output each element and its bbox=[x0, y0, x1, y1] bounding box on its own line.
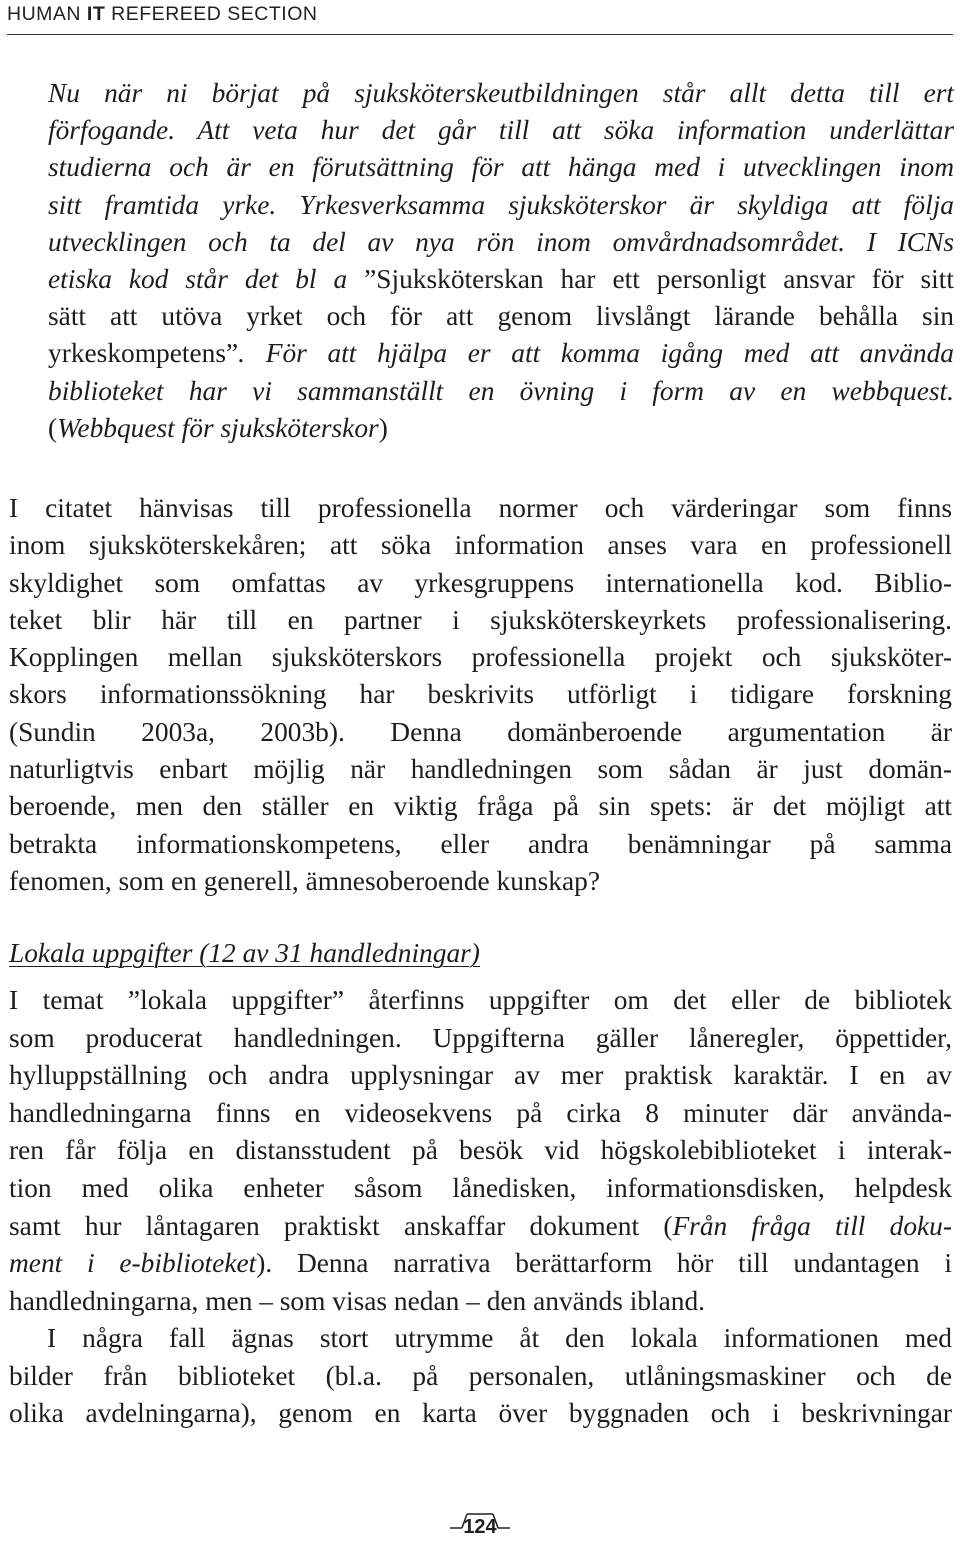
quote-line: utvecklingen och ta del av nya rön inom omvårdnadsområdet. I ICNs bbox=[48, 226, 954, 257]
body-line: bilder från biblioteket (bl.a. på personalen, utlåningsmaskiner och de bbox=[9, 1360, 952, 1391]
body-line: ment i e-biblioteket). Denna narrativa berättarform hör till undantagen i bbox=[9, 1248, 952, 1279]
quote-line: yrkeskompetens”. För att hjälpa er att komma igång med att använda bbox=[48, 338, 954, 369]
body-line: beroende, men den ställer en viktig fråga på sin spets: är det möjligt att bbox=[9, 791, 952, 822]
body-line: skors informationssökning har beskrivits utförligt i tidigare forskning bbox=[9, 679, 952, 710]
quote-line: biblioteket har vi sammanställt en övning i form av en webbquest. bbox=[48, 375, 954, 406]
quote-line: etiska kod står det bl a ”Sjuksköterskan har ett personligt ansvar för sitt bbox=[48, 264, 954, 295]
block-quote bbox=[48, 75, 954, 447]
quote-line: studierna och är en förutsättning för att hänga med i utvecklingen inom bbox=[48, 152, 954, 183]
body-line: inom sjuksköterskekåren; att söka information anses vara en professionell bbox=[9, 530, 952, 561]
body-line: I några fall ägnas stort utrymme åt den lokala informationen med bbox=[47, 1323, 952, 1353]
body-line: betrakta informationskompetens, eller andra benämningar på samma bbox=[9, 828, 952, 859]
body-line: som producerat handledningen. Uppgifterna gäller låneregler, öppettider, bbox=[9, 1022, 952, 1053]
quote-line: (Webbquest för sjuksköterskor) bbox=[48, 412, 388, 443]
body-line: handledningarna finns en videosekvens på cirka 8 minuter där använda- bbox=[9, 1097, 952, 1128]
body-line: hylluppställning och andra upplysningar av mer praktisk karaktär. I en av bbox=[9, 1060, 952, 1091]
body-line: samt hur låntagaren praktiskt anskaffar dokument (Från fråga till doku- bbox=[9, 1210, 952, 1241]
page-footer bbox=[450, 1508, 510, 1548]
body-line: handledningarna, men – som visas nedan – den används ibland. bbox=[9, 1285, 706, 1316]
quote-line: sätt att utöva yrket och för att genom livslångt lärande behålla sin bbox=[48, 301, 954, 332]
page-number: 124 bbox=[463, 1516, 497, 1538]
body-line: skyldighet som omfattas av yrkesgruppens internationella kod. Biblio- bbox=[9, 567, 952, 598]
quote-line: Nu när ni börjat på sjuksköterskeutbildningen står allt detta till ert bbox=[48, 78, 954, 108]
body-line: I temat ”lokala uppgifter” återfinns uppgifter om det eller de bibliotek bbox=[9, 985, 952, 1015]
body-paragraph-3 bbox=[9, 1320, 952, 1433]
quote-line: sitt framtida yrke. Yrkesverksamma sjuksköterskor är skyldiga att följa bbox=[48, 189, 954, 220]
header-text-right: REFEREED SECTION bbox=[105, 3, 318, 25]
body-line: teket blir här till en partner i sjuksköterskeyrkets professionalisering. bbox=[9, 604, 952, 635]
body-line: ren får följa en distansstudent på besök vid högskolebiblioteket i interak- bbox=[9, 1135, 952, 1166]
body-line: (Sundin 2003a, 2003b). Denna domänberoende argumentation är bbox=[9, 716, 952, 747]
body-line: fenomen, som en generell, ämnesoberoende kunskap? bbox=[9, 865, 600, 896]
running-header bbox=[7, 0, 953, 35]
header-text-left: HUMAN bbox=[7, 3, 87, 25]
body-paragraph-1 bbox=[9, 490, 952, 900]
header-text-bold: IT bbox=[86, 3, 106, 25]
quote-line: förfogande. Att veta hur det går till att söka information underlättar bbox=[48, 115, 954, 146]
section-heading: Lokala uppgifter (12 av 31 handledningar) bbox=[9, 938, 480, 968]
body-line: I citatet hänvisas till professionella normer och värderingar som finns bbox=[9, 493, 952, 523]
body-line: olika avdelningarna), genom en karta över byggnaden och i beskrivningar bbox=[9, 1398, 952, 1429]
body-line: Kopplingen mellan sjuksköterskors professionella projekt och sjuksköter- bbox=[9, 642, 952, 673]
body-line: naturligtvis enbart möjlig när handledningen som sådan är just domän- bbox=[9, 754, 952, 785]
body-paragraph-2 bbox=[9, 982, 952, 1320]
body-line: tion med olika enheter såsom lånedisken, informationsdisken, helpdesk bbox=[9, 1172, 952, 1203]
